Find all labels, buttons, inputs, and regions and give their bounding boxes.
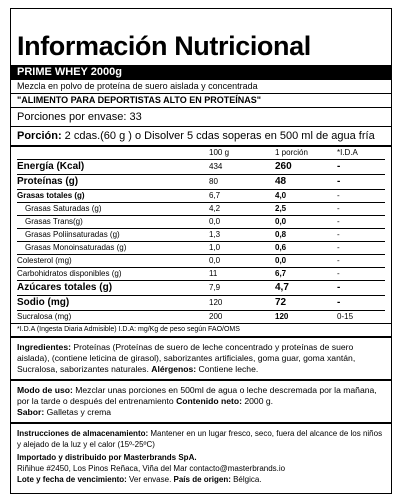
serving-size xyxy=(17,127,385,145)
ida-note: *I.D.A (Ingesta Diaria Admisible) I.D.A: mg/Kg de peso según FAO/OMS xyxy=(17,326,240,333)
nutrient-ida: - xyxy=(337,296,385,311)
nutrient-value-per-serving: 260 xyxy=(275,160,337,175)
nutrient-ida: - xyxy=(337,281,385,296)
product-claim: "ALIMENTO PARA DEPORTISTAS ALTO EN PROTEÍNAS" xyxy=(17,95,262,105)
usage-paragraph xyxy=(17,385,385,418)
nutrition-table xyxy=(17,147,385,323)
net-content-label: Contenido neto: xyxy=(176,396,242,406)
nutrient-name: Grasas Trans(g) xyxy=(17,216,209,229)
nutrient-row xyxy=(17,296,385,311)
nutrient-name: Sodio (mg) xyxy=(17,296,209,311)
nutrient-value-per-serving: 0,0 xyxy=(275,255,337,268)
nutrient-name: Grasas Saturadas (g) xyxy=(17,203,209,216)
expiry-origin-line xyxy=(17,474,385,485)
nutrient-ida: - xyxy=(337,229,385,242)
nutrient-row xyxy=(17,242,385,255)
nutrient-value-per-serving: 6,7 xyxy=(275,268,337,281)
servings-per-container: Porciones por envase: 33 xyxy=(17,111,142,123)
serving-size-label: Porción: xyxy=(17,130,62,142)
nutrient-value-per-100g: 1,0 xyxy=(209,242,275,255)
nutrient-value-per-serving: 120 xyxy=(275,311,337,324)
nutrient-name: Sucralosa (mg) xyxy=(17,311,209,324)
nutrient-ida: - xyxy=(337,242,385,255)
nutrient-name: Colesterol (mg) xyxy=(17,255,209,268)
ingredients-text: Proteínas (Proteínas de suero de leche concentrado y proteínas de suero aislada), (contiene leticina de girasol), saborizantes artificiales, goma guar, goma xantán, Sucralosa, saborizantes naturales. xyxy=(17,342,356,374)
nutrient-name: Grasas Monoinsaturadas (g) xyxy=(17,242,209,255)
nutrient-value-per-100g: 200 xyxy=(209,311,275,324)
nutrient-value-per-serving: 0,0 xyxy=(275,216,337,229)
nutrient-value-per-serving: 0,8 xyxy=(275,229,337,242)
nutrient-value-per-serving: 2,5 xyxy=(275,203,337,216)
nutrient-value-per-100g: 1,3 xyxy=(209,229,275,242)
table-header-row xyxy=(17,147,385,160)
storage-label: Instrucciones de almacenamiento: xyxy=(17,429,149,438)
nutrient-ida: - xyxy=(337,190,385,203)
nutrient-value-per-serving: 4,7 xyxy=(275,281,337,296)
nutrient-ida: - xyxy=(337,203,385,216)
nutrient-row xyxy=(17,268,385,281)
address-line: Riñihue #2450, Los Pinos Reñaca, Viña del Mar contacto@masterbrands.io xyxy=(17,464,286,473)
nutrient-value-per-100g: 434 xyxy=(209,160,275,175)
nutrient-ida: - xyxy=(337,216,385,229)
nutrient-ida: - xyxy=(337,268,385,281)
nutrient-name: Carbohidratos disponibles (g) xyxy=(17,268,209,281)
nutrient-row xyxy=(17,160,385,175)
nutrient-ida: - xyxy=(337,160,385,175)
expiry-text: Ver envase. xyxy=(126,475,174,484)
nutrient-ida: - xyxy=(337,175,385,190)
nutrition-label xyxy=(10,8,392,494)
allergens-text: Contiene leche. xyxy=(196,364,259,374)
usage-label: Modo de uso: xyxy=(17,385,73,395)
allergens-label: Alérgenos: xyxy=(151,364,197,374)
nutrient-ida: - xyxy=(337,255,385,268)
storage-paragraph xyxy=(17,428,385,450)
nutrient-value-per-serving: 72 xyxy=(275,296,337,311)
nutrient-value-per-100g: 11 xyxy=(209,268,275,281)
nutrient-name: Energía (Kcal) xyxy=(17,160,209,175)
divider-thick xyxy=(11,336,391,338)
product-name-bar: PRIME WHEY 2000g xyxy=(11,65,391,80)
nutrient-row xyxy=(17,311,385,324)
nutrient-value-per-serving: 4,0 xyxy=(275,190,337,203)
nutrient-value-per-serving: 48 xyxy=(275,175,337,190)
column-header-per-100g: 100 g xyxy=(209,148,230,157)
storage-text: Mantener en un lugar fresco, seco, fuera del alcance de los niños y alejado de la luz y el calor (15º-25ºC) xyxy=(17,429,383,449)
column-header-ida: *I.D.A xyxy=(337,148,358,157)
nutrient-value-per-100g: 0,0 xyxy=(209,216,275,229)
nutrient-row xyxy=(17,175,385,190)
divider-thick xyxy=(11,422,391,424)
divider-thick xyxy=(11,379,391,381)
column-header-per-serving: 1 porción xyxy=(275,148,308,157)
serving-size-text: 2 cdas.(60 g ) o Disolver 5 cdas soperas en 500 ml de agua fría xyxy=(61,130,375,142)
ingredients-label: Ingredientes: xyxy=(17,342,71,352)
nutrient-value-per-100g: 80 xyxy=(209,175,275,190)
nutrition-table-body xyxy=(17,160,385,324)
ingredients-paragraph xyxy=(17,342,385,375)
nutrient-row xyxy=(17,255,385,268)
nutrient-row xyxy=(17,203,385,216)
nutrient-name: Grasas totales (g) xyxy=(17,190,209,203)
nutrient-row xyxy=(17,229,385,242)
nutrient-row xyxy=(17,281,385,296)
label-title: Información Nutricional xyxy=(17,31,311,61)
origin-text: Bélgica. xyxy=(230,475,262,484)
nutrient-name: Grasas Poliinsaturadas (g) xyxy=(17,229,209,242)
nutrient-row xyxy=(17,216,385,229)
origin-label: País de origen: xyxy=(173,475,231,484)
nutrient-value-per-100g: 7,9 xyxy=(209,281,275,296)
expiry-label: Lote y fecha de vencimiento: xyxy=(17,475,127,484)
net-content-text: 2000 g. xyxy=(241,396,274,406)
importer-line: Importado y distribuido por Masterbrands SpA. xyxy=(17,453,197,462)
product-description: Mezcla en polvo de proteína de suero aislada y concentrada xyxy=(17,81,258,91)
nutrient-value-per-serving: 0,6 xyxy=(275,242,337,255)
nutrient-ida: 0-15 xyxy=(337,311,385,324)
nutrient-value-per-100g: 6,7 xyxy=(209,190,275,203)
nutrient-name: Azúcares totales (g) xyxy=(17,281,209,296)
usage-text: Mezclar unas porciones en 500ml de agua o leche descremada por la mañana, por la tarde o después del entrenamiento xyxy=(17,385,377,406)
nutrient-name: Proteínas (g) xyxy=(17,175,209,190)
flavor-label: Sabor: xyxy=(17,407,45,417)
column-header-nutrient xyxy=(17,147,209,160)
nutrient-value-per-100g: 4,2 xyxy=(209,203,275,216)
nutrient-value-per-100g: 0,0 xyxy=(209,255,275,268)
flavor-text: Galletas y crema xyxy=(44,407,112,417)
nutrient-value-per-100g: 120 xyxy=(209,296,275,311)
nutrient-row xyxy=(17,190,385,203)
